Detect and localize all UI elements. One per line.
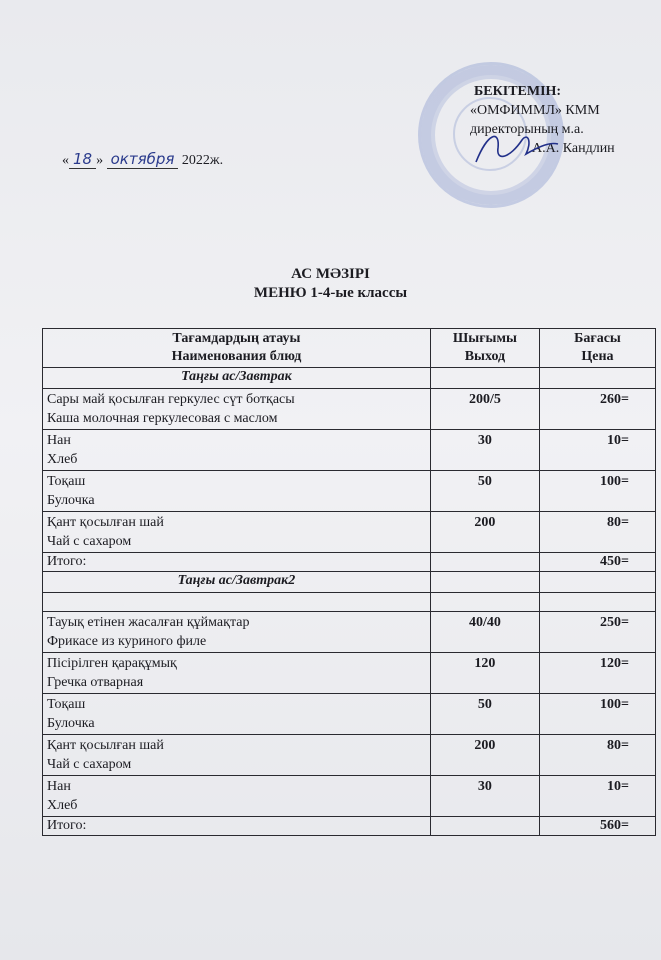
date-year: 2022ж. [181,153,224,168]
dish-price: 10= [539,430,655,471]
dish-name-ru: Гречка отварная [47,675,144,690]
dish-output: 50 [430,694,539,735]
dish-name-ru: Фрикасе из куриного филе [47,634,207,649]
dish-name-kz: Қант қосылған шай [47,738,164,753]
table-header [43,329,656,368]
dish-name-kz: Нан [47,433,71,448]
table-row [43,776,656,817]
dish-name [43,612,431,653]
dish-name [43,430,431,471]
dish-name [43,776,431,817]
table-row [43,653,656,694]
approval-org: «ОМФИММЛ» КММ [470,103,600,118]
dish-name-ru: Булочка [47,716,95,731]
dish-output: 50 [430,471,539,512]
dish-price: 100= [539,471,655,512]
header-dish-kz: Тағамдардың атауы [172,331,301,346]
date-day: 18 [69,150,96,169]
dish-price: 260= [539,389,655,430]
dish-name [43,735,431,776]
dish-name-kz: Тоқаш [47,697,86,712]
total-value: 560= [539,817,655,836]
dish-name [43,389,431,430]
document-date [62,150,223,169]
dish-name-kz: Нан [47,779,71,794]
approval-position: директорының м.а. [470,122,584,137]
table-row [43,430,656,471]
dish-name-ru: Хлеб [47,798,78,813]
table-row [43,512,656,553]
dish-name [43,694,431,735]
dish-name [43,512,431,553]
blank-row [43,593,656,612]
header-dish [43,329,431,368]
header-output [430,329,539,368]
header-price-ru: Цена [581,349,614,364]
dish-name-kz: Қант қосылған шай [47,515,164,530]
header-price-kz: Бағасы [574,331,621,346]
dish-name-kz: Тауық етінен жасалған құймақтар [47,615,250,630]
dish-name [43,653,431,694]
dish-output: 30 [430,430,539,471]
heading-title: АС МӘЗІРІ [291,266,370,282]
dish-name-ru: Чай с сахаром [47,757,132,772]
table-row [43,694,656,735]
dish-price: 10= [539,776,655,817]
total-row [43,817,656,836]
dish-name-ru: Каша молочная геркулесовая с маслом [47,411,278,426]
header-output-kz: Шығымы [452,331,517,346]
section-row [43,368,656,389]
dish-name-ru: Чай с сахаром [47,534,132,549]
dish-output: 200 [430,512,539,553]
dish-price: 100= [539,694,655,735]
section-row [43,572,656,593]
table-row [43,612,656,653]
approval-title: БЕКІТЕМІН: [474,84,562,99]
dish-name-kz: Пісірілген қарақұмық [47,656,177,671]
date-quote-open: « [62,153,69,168]
dish-output: 120 [430,653,539,694]
date-quote-close: » [96,153,104,168]
dish-price: 80= [539,735,655,776]
dish-output: 30 [430,776,539,817]
total-label: Итого: [43,817,431,836]
table-row [43,735,656,776]
header-output-ru: Выход [464,349,506,364]
dish-name-kz: Сары май қосылған геркулес сүт ботқасы [47,392,295,407]
total-row [43,553,656,572]
signature [470,128,560,168]
section-title: Таңғы ас/Завтрак [43,368,431,389]
total-label: Итого: [43,553,431,572]
table-row [43,389,656,430]
dish-price: 80= [539,512,655,553]
menu-table [42,328,656,836]
section-title: Таңғы ас/Завтрак2 [43,572,431,593]
header-dish-ru: Наименования блюд [171,349,302,364]
dish-output: 200/5 [430,389,539,430]
header-price [539,329,655,368]
dish-price: 120= [539,653,655,694]
dish-price: 250= [539,612,655,653]
table-row [43,471,656,512]
dish-output: 200 [430,735,539,776]
dish-output: 40/40 [430,612,539,653]
total-value: 450= [539,553,655,572]
date-month: октября [107,150,179,169]
dish-name-ru: Булочка [47,493,95,508]
heading-subtitle: МЕНЮ 1-4-ые классы [253,285,408,301]
dish-name-ru: Хлеб [47,452,78,467]
approval-name: А.А. Кандлин [532,141,615,156]
dish-name-kz: Тоқаш [47,474,86,489]
dish-name [43,471,431,512]
